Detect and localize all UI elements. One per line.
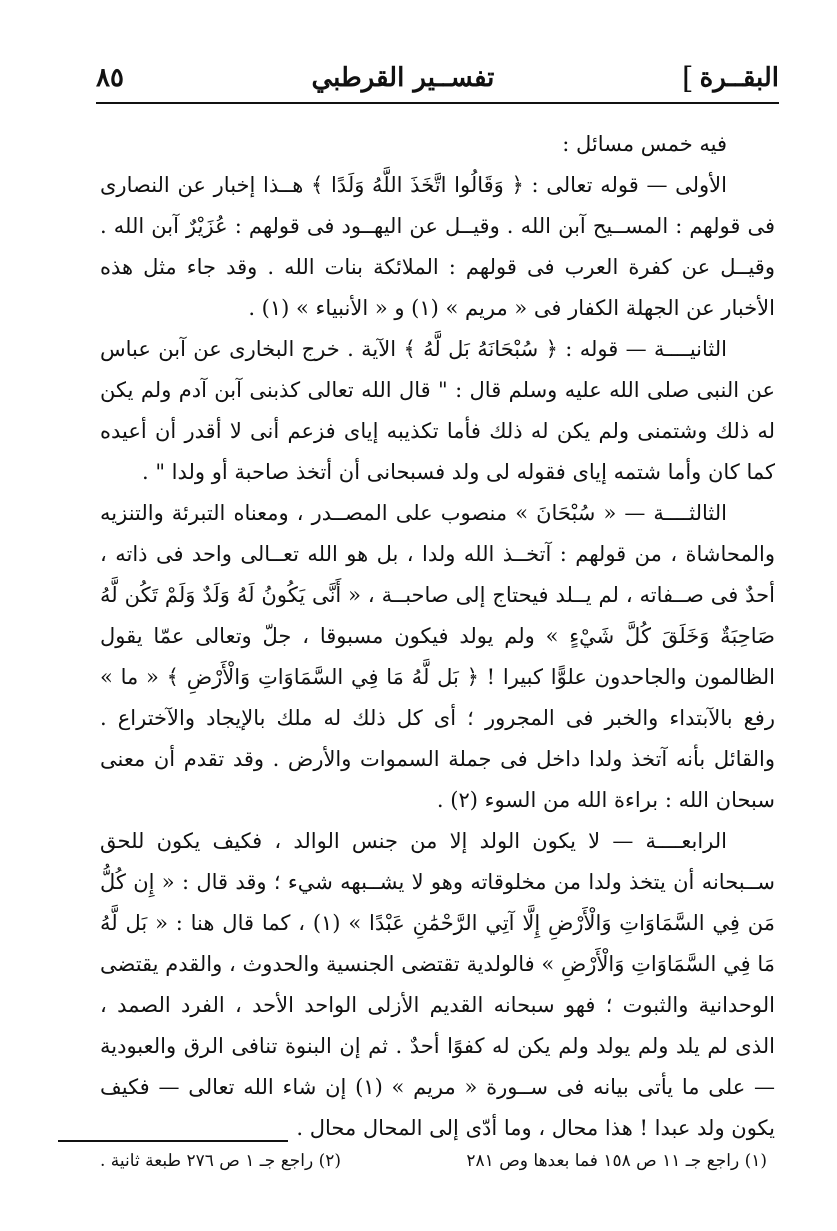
page-header bbox=[96, 58, 779, 98]
paragraph-first-issue: الأولى — قوله تعالى : ﴿ وَقَالُوا اتَّخَذَ اللَّهُ وَلَدًا ﴾ هــذا إخبار عن النصارى فى قولهم : المســيح آبن الله . وقيــل عن اليهــود فى قولهم : عُزَيْرٌ آبن الله . وقيــل عن كفرة العرب فى قولهم : الملائكة بنات الله . وقد جاء مثل هذه الأخبار عن الجهلة الكفار فى « مريم » (١) و « الأنبياء » (١) . bbox=[100, 173, 775, 320]
header-bracket: ] bbox=[681, 60, 694, 96]
footnote-1: (١) راجع جـ ١١ ص ١٥٨ فما بعدها وص ٢٨١ bbox=[466, 1151, 767, 1171]
surah-label: البقــرة bbox=[699, 63, 779, 93]
book-title: تفســير القرطبي bbox=[311, 63, 495, 93]
page-body bbox=[100, 124, 775, 1149]
footnote-divider bbox=[58, 1140, 288, 1142]
header-divider bbox=[96, 102, 779, 104]
paragraph-intro: فيه خمس مسائل : bbox=[562, 132, 727, 156]
paragraph-third-issue: الثالثــــة — « سُبْحَانَ » منصوب على المصــدر ، ومعناه التبرئة والتنزيه والمحاشاة ، من قولهم : آتخــذ الله ولدا ، بل هو الله تعــالى واحد فى ذاته ، أحدٌ فى صــفاته ، لم يــلد فيحتاج إلى صاحبــة ، « أَنَّى يَكُونُ لَهُ وَلَدٌ وَلَمْ تَكُن لَّهُ صَاحِبَةٌ وَخَلَقَ كُلَّ شَيْءٍ » ولم يولد فيكون مسبوقا ، جلّ وتعالى عمّا يقول الظالمون والجاحدون علوًّا كبيرا ! ﴿ بَل لَّهُ مَا فِي السَّمَاوَاتِ وَالْأَرْضِ ﴾ « ما » رفع بالآبتداء والخبر فى المجرور ؛ أى كل ذلك له ملك بالإيجاد والآختراع . والقائل بأنه آتخذ ولدا داخل فى جملة السموات والأرض . وقد تقدم أن معنى سبحان الله : براءة الله من السوء (٢) . bbox=[100, 501, 775, 812]
footnote-2: (٢) راجع جـ ١ ص ٢٧٦ طبعة ثانية . bbox=[100, 1151, 342, 1171]
page-number: ٨٥ bbox=[96, 63, 124, 93]
footnotes bbox=[100, 1148, 767, 1174]
surah-name bbox=[682, 61, 779, 96]
paragraph-second-issue: الثانيــــة — قوله : ﴿ سُبْحَانَهُ بَل لَّهُ ﴾ الآية . خرج البخارى عن آبن عباس عن النبى صلى الله عليه وسلم قال : " قال الله تعالى كذبنى آبن آدم ولم يكن له ذلك وشتمنى ولم يكن له ذلك فأما تكذيبه إياى فزعم أنى لا أقدر أن أعيده كما كان وأما شتمه إياى فقوله لى ولد فسبحانى أن أتخذ صاحبة أو ولدا " . bbox=[100, 337, 775, 484]
paragraph-fourth-issue: الرابعــــة — لا يكون الولد إلا من جنس الوالد ، فكيف يكون للحق ســبحانه أن يتخذ ولدا من مخلوقاته وهو لا يشــبهه شيء ؛ وقد قال : « إِن كُلُّ مَن فِي السَّمَاوَاتِ وَالْأَرْضِ إِلَّا آتِي الرَّحْمَٰنِ عَبْدًا » (١) ، كما قال هنا : « بَل لَّهُ مَا فِي السَّمَاوَاتِ وَالْأَرْضِ » فالولدية تقتضى الجنسية والحدوث ، والقدم يقتضى الوحدانية والثبوت ؛ فهو سبحانه القديم الأزلى الواحد الأحد ، الفرد الصمد ، الذى لم يلد ولم يولد ولم يكن له كفوًا أحدٌ . ثم إن البنوة تنافى الرق والعبودية — على ما يأتى بيانه فى ســورة « مريم » (١) إن شاء الله تعالى — فكيف يكون ولد عبدا ! هذا محال ، وما أدّى إلى المحال محال . bbox=[100, 829, 775, 1140]
